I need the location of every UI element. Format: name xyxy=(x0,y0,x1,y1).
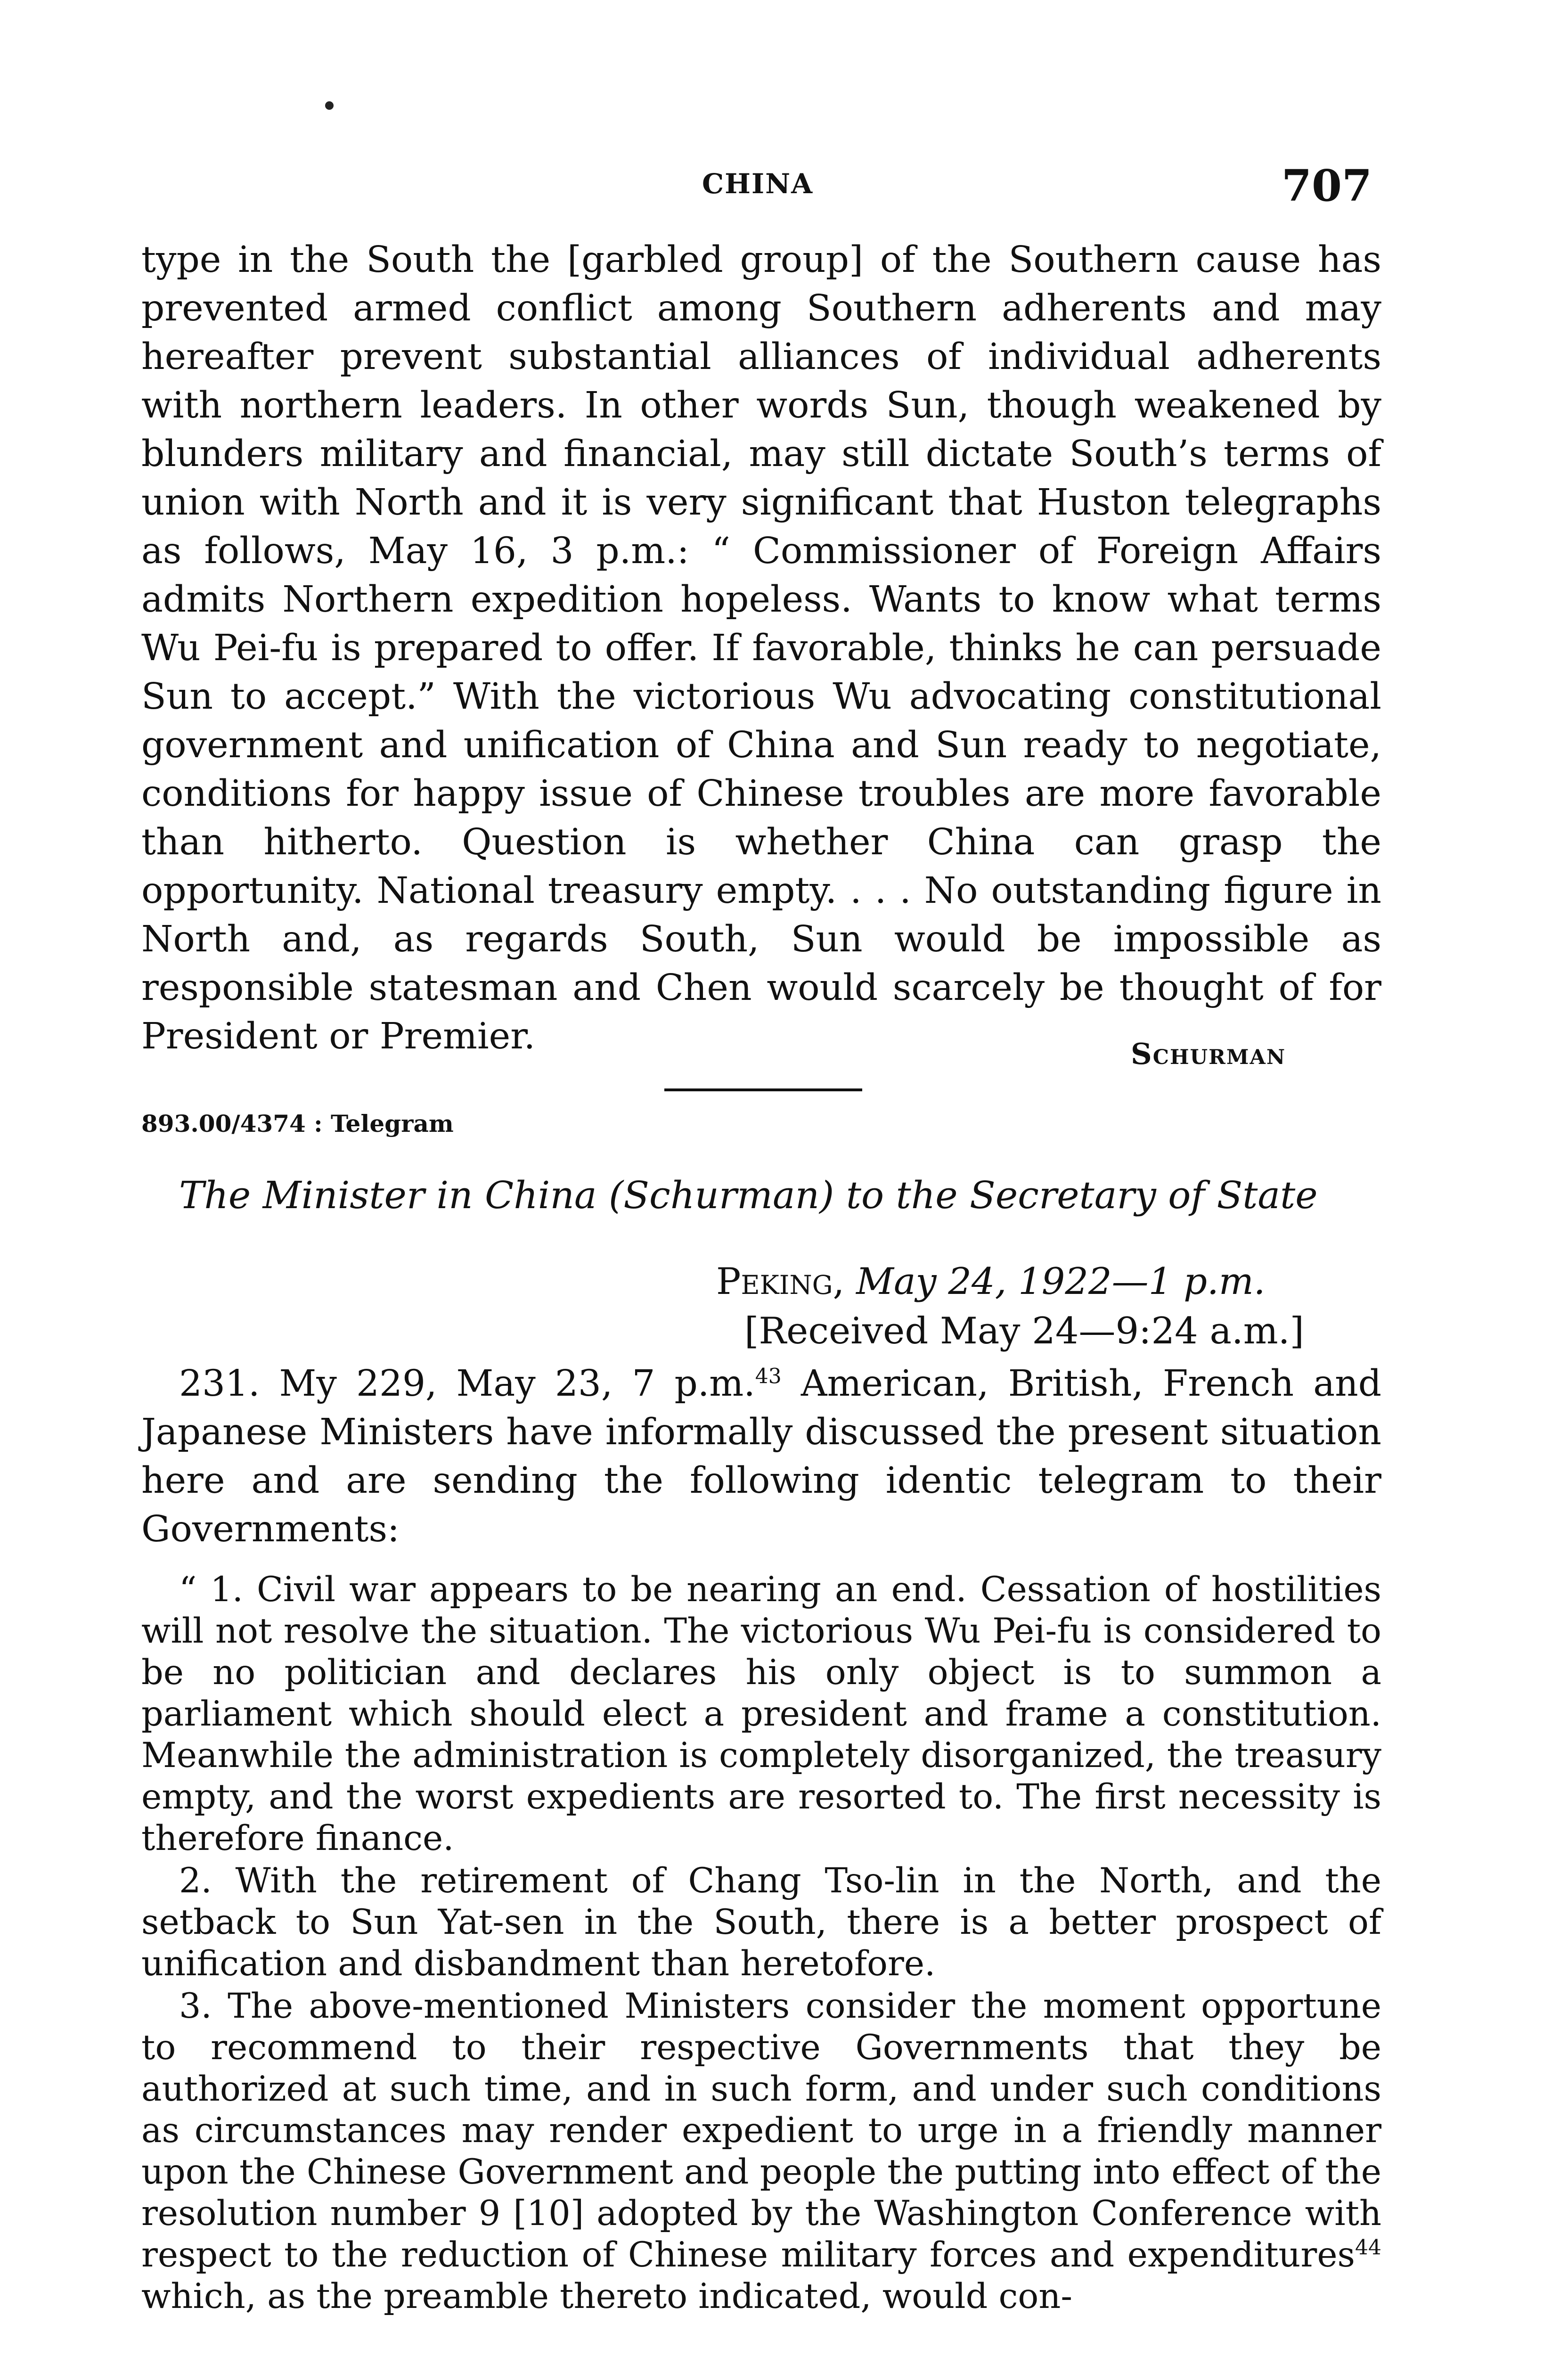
footnote-ref-43: 43 xyxy=(755,1364,782,1389)
signature-schurman: Schurman xyxy=(1131,1037,1286,1071)
printer-dot-mark xyxy=(325,101,334,110)
file-reference: 893.00/4374 : Telegram xyxy=(141,1110,454,1137)
dateline-date: May 24, 1922—1 p.m. xyxy=(856,1260,1266,1303)
identic-telegram-quote xyxy=(141,1569,1381,2318)
quote-item-3 xyxy=(141,1986,1381,2317)
quote-item-3-end: which, as the preamble thereto indicated, would con- xyxy=(141,2276,1073,2316)
running-head: CHINA xyxy=(702,168,814,200)
quote-item-2: 2. With the retirement of Chang Tso-lin in the North, and the setback to Sun Yat-sen in the South, there is a better prospect of unification and disbandment than heretofore. xyxy=(141,1861,1381,1984)
telegram-intro xyxy=(141,1359,1381,1554)
page-number: 707 xyxy=(1282,160,1372,211)
quote-item-1: “ 1. Civil war appears to be nearing an end. Cessation of hostilities will not resolve the situation. The victorious Wu Pei-fu is considered to be no politician and declares his only object is to summon a parliament which should elect a president and frame a constitution. Meanwhile the administration is completely disorganized, the treasury empty, and the worst expedients are resorted to. The first necessity is therefore finance. xyxy=(141,1570,1381,1858)
section-divider xyxy=(664,1088,862,1091)
footnote-ref-44: 44 xyxy=(1355,2235,1381,2260)
dateline xyxy=(716,1260,1266,1303)
telegram-continuation xyxy=(141,236,1381,1061)
paragraph-1: type in the South the [garbled group] of the Southern cause has prevented armed conflict among Southern adherents and may hereafter prevent substantial alliances of individual adherents with northern leaders. In other words Sun, though weakened by blunders military and financial, may still dictate South’s terms of union with North and it is very significant that Huston telegraphs as follows, May 16, 3 p.m.: “ Commissioner of Foreign Affairs admits Northern expedition hopeless. Wants to know what terms Wu Pei-fu is prepared to offer. If favorable, thinks he can persuade Sun to accept.” With the victorious Wu advocating constitutional government and unification of China and Sun ready to negotiate, conditions for happy issue of Chinese troubles are more favorable than hitherto. Question is whether China can grasp the opportunity. National treasury empty. . . . No outstanding figure in North and, as regards South, Sun would be impossible as responsible statesman and Chen would scarcely be thought of for President or Premier. xyxy=(141,239,1381,1057)
intro-paragraph xyxy=(141,1359,1381,1554)
document-heading: The Minister in China (Schurman) to the Secretary of State xyxy=(179,1173,1318,1217)
intro-text-end: American, British, French and Japanese Ministers have informally discussed the present situation here and are sending the following identic telegram to their Governments: xyxy=(141,1363,1381,1550)
dateline-place: Peking, xyxy=(716,1260,845,1303)
quote-item-3-start: 3. The above-mentioned Ministers consider the moment opportune to recommend to their respective Governments that they be authorized at such time, and in such form, and under such conditions as circumstances may render expedient to urge in a friendly manner upon the Chinese Government and people the putting into effect of the resolution number 9 [10] adopted by the Washington Conference with respect to the reduction of Chinese military forces and expenditures xyxy=(141,1986,1381,2275)
intro-text-start: 231. My 229, May 23, 7 p.m. xyxy=(179,1363,755,1405)
received-line: [Received May 24—9:24 a.m.] xyxy=(744,1310,1304,1352)
